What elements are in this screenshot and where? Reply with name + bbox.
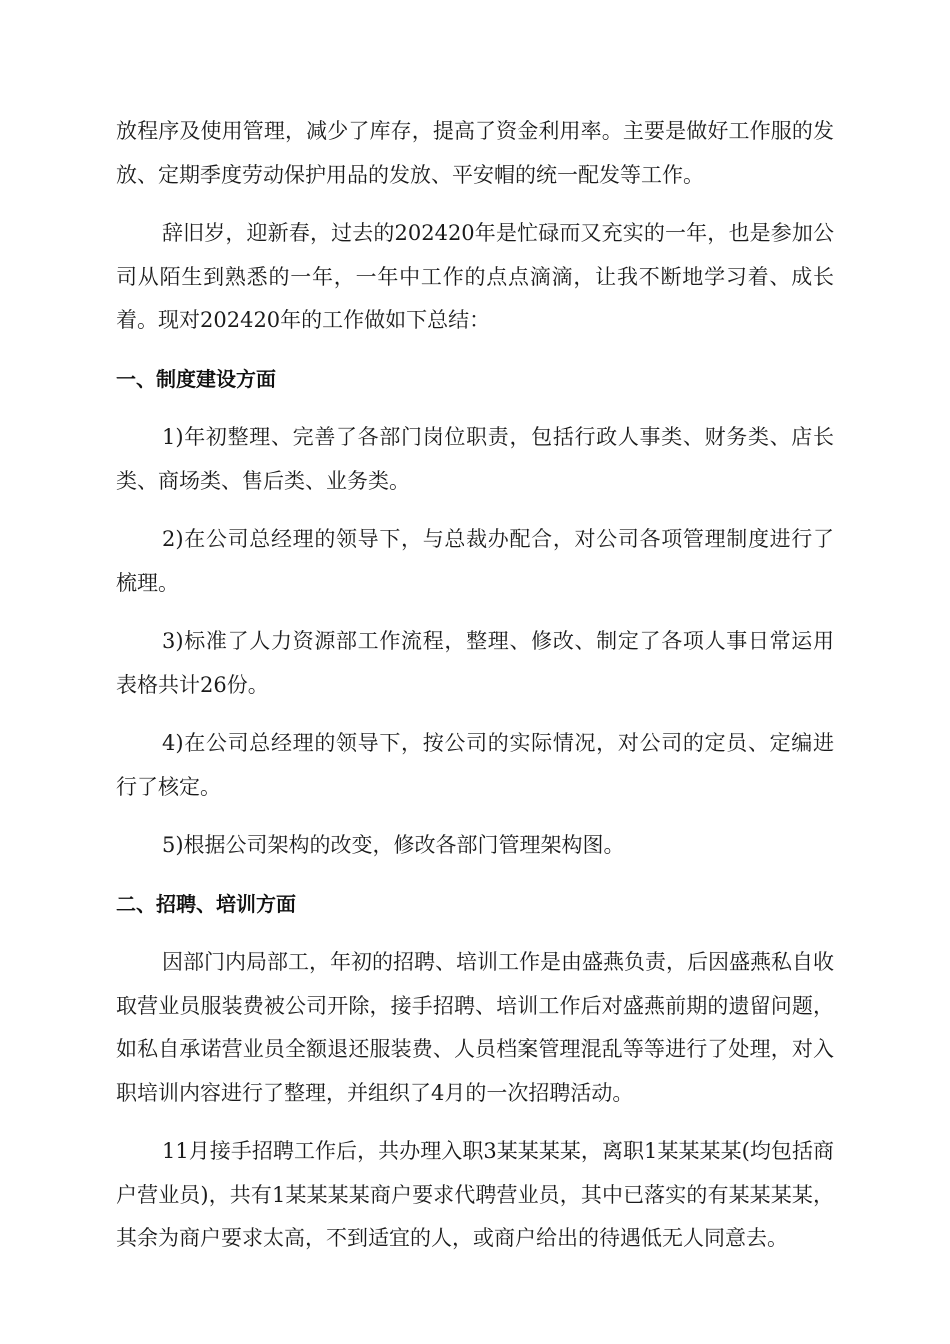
section-heading-2: 二、招聘、培训方面 <box>116 891 296 916</box>
paragraph-2: 辞旧岁，迎新春，过去的202420年是忙碌而又充实的一年，也是参加公司从陌生到熟悉的一年，一年中工作的点点滴滴，让我不断地学习着、成长着。现对202420年的工作做如下总结： <box>116 221 834 332</box>
paragraph-1: 放程序及使用管理，减少了库存，提高了资金利用率。主要是做好工作服的发放、定期季度劳动保护用品的发放、平安帽的统一配发等工作。 <box>116 119 834 187</box>
section-heading-1: 一、制度建设方面 <box>116 366 276 391</box>
document-body <box>116 110 834 1276</box>
paragraph-6: 4)在公司总经理的领导下，按公司的实际情况，对公司的定员、定编进行了核定。 <box>116 731 834 799</box>
paragraph-4: 2)在公司总经理的领导下，与总裁办配合，对公司各项管理制度进行了梳理。 <box>116 527 834 595</box>
paragraph-9: 11月接手招聘工作后，共办理入职3某某某某，离职1某某某某(均包括商户营业员)，共有1某某某某商户要求代聘营业员，其中已落实的有某某某某，其余为商户要求太高，不到适宜的人，或商户给出的待遇低无人同意去。 <box>116 1139 834 1250</box>
paragraph-5: 3)标准了人力资源部工作流程，整理、修改、制定了各项人事日常运用表格共计26份。 <box>116 629 834 697</box>
paragraph-3: 1)年初整理、完善了各部门岗位职责，包括行政人事类、财务类、店长类、商场类、售后类、业务类。 <box>116 425 834 493</box>
paragraph-8: 因部门内局部工，年初的招聘、培训工作是由盛燕负责，后因盛燕私自收取营业员服装费被公司开除，接手招聘、培训工作后对盛燕前期的遗留问题，如私自承诺营业员全额退还服装费、人员档案管理混乱等等进行了处理，对入职培训内容进行了整理，并组织了4月的一次招聘活动。 <box>116 950 834 1105</box>
paragraph-7: 5)根据公司架构的改变，修改各部门管理架构图。 <box>162 833 625 857</box>
